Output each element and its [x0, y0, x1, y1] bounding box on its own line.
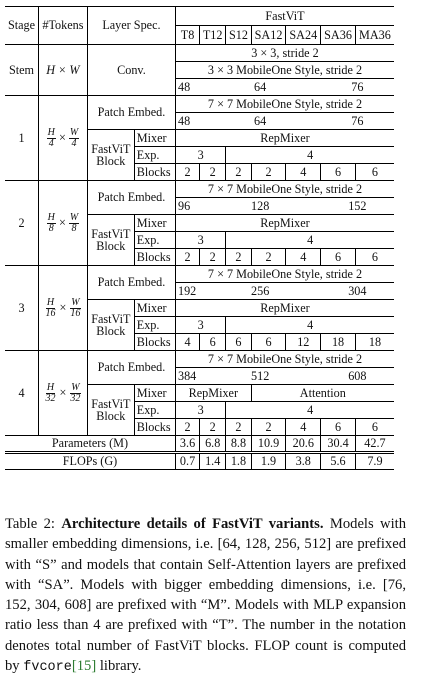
fraction-denominator: 16 — [45, 307, 56, 319]
header-variant: T8 — [175, 26, 199, 45]
patch-embed-label: Patch Embed. — [87, 181, 175, 215]
blocks-label: Blocks — [134, 249, 175, 266]
channel-value: 64 — [200, 79, 321, 96]
stem-conv1: 3 × 3, stride 2 — [251, 45, 319, 60]
channel-value: 256 — [200, 283, 321, 300]
table-row — [5, 45, 394, 62]
fraction-denominator: 8 — [71, 222, 77, 234]
stage-id: 4 — [5, 351, 38, 436]
exp-label: Exp. — [134, 317, 175, 334]
stem-layer: Conv. — [87, 45, 175, 96]
blocks-value: 6 — [355, 164, 394, 181]
channel-value: 76 — [321, 113, 394, 130]
header-variant: SA36 — [321, 26, 356, 45]
stem-conv2: 3 × 3 MobileOne Style, stride 2 — [175, 62, 394, 79]
times-sign: × — [59, 299, 67, 314]
fastvit-block-line1: FastViT — [91, 396, 131, 411]
params-value: 3.6 — [175, 436, 199, 453]
channel-value: 152 — [321, 198, 394, 215]
token-fraction — [47, 213, 56, 234]
fraction-numerator: W — [71, 296, 80, 308]
header-layer-spec: Layer Spec. — [87, 7, 175, 45]
channel-value: 512 — [200, 368, 321, 385]
fraction-numerator: H — [47, 126, 55, 138]
token-fraction — [69, 213, 79, 234]
blocks-value: 2 — [200, 419, 226, 436]
params-value: 6.8 — [200, 436, 226, 453]
blocks-value: 2 — [251, 419, 286, 436]
flops-value: 5.6 — [321, 453, 356, 470]
fraction-denominator: 4 — [71, 137, 77, 149]
architecture-table — [5, 6, 394, 470]
channel-value: 76 — [321, 79, 394, 96]
fraction-numerator: H — [47, 211, 55, 223]
fraction-numerator: H — [46, 381, 55, 393]
caption-code: fvcore — [23, 660, 72, 676]
fastvit-block-label — [87, 130, 134, 181]
table-row — [5, 351, 394, 368]
mixer-label: Mixer — [134, 385, 175, 402]
blocks-value: 6 — [226, 334, 251, 351]
embed-spec: 7 × 7 MobileOne Style, stride 2 — [207, 96, 363, 111]
header-fastvit: FastViT — [175, 7, 394, 26]
table-row — [5, 266, 394, 283]
exp-value: 3 — [175, 232, 225, 249]
blocks-value: 4 — [175, 334, 199, 351]
blocks-label: Blocks — [134, 419, 175, 436]
fraction-numerator: W — [71, 381, 80, 393]
flops-label: FLOPs (G) — [5, 453, 175, 470]
blocks-value: 2 — [175, 249, 199, 266]
channel-value: 48 — [175, 113, 199, 130]
header-variant: MA36 — [355, 26, 394, 45]
blocks-value: 6 — [251, 334, 286, 351]
header-variant: T12 — [200, 26, 226, 45]
blocks-value: 2 — [200, 249, 226, 266]
exp-value: 3 — [175, 147, 225, 164]
flops-value: 1.9 — [251, 453, 286, 470]
fraction-numerator: W — [69, 126, 79, 138]
fastvit-block-label — [87, 215, 134, 266]
caption-citation[interactable]: [15] — [71, 658, 97, 675]
times-sign: × — [58, 214, 66, 229]
fastvit-block-line1: FastViT — [91, 226, 131, 241]
blocks-value: 6 — [200, 334, 226, 351]
mixer-value: RepMixer — [175, 215, 394, 232]
mixer-value: RepMixer — [175, 300, 394, 317]
fraction-denominator: 8 — [48, 222, 54, 234]
blocks-value: 2 — [251, 249, 286, 266]
fraction-denominator: 4 — [48, 137, 54, 149]
channel-value: 64 — [200, 113, 321, 130]
blocks-value: 6 — [321, 164, 356, 181]
mixer-value: Attention — [251, 385, 394, 402]
blocks-value: 6 — [355, 419, 394, 436]
patch-embed-label: Patch Embed. — [87, 351, 175, 385]
channel-value: 192 — [175, 283, 199, 300]
token-fraction — [69, 128, 79, 149]
params-value: 42.7 — [364, 436, 386, 451]
mixer-label: Mixer — [134, 130, 175, 147]
table-row — [5, 7, 394, 26]
blocks-value: 4 — [286, 164, 321, 181]
stage-tokens — [38, 181, 87, 266]
channel-value: 384 — [175, 368, 199, 385]
table-row — [5, 96, 394, 113]
header-stage: Stage — [5, 7, 38, 45]
token-fraction — [69, 383, 81, 404]
channel-value: 128 — [200, 198, 321, 215]
patch-embed-label: Patch Embed. — [87, 266, 175, 300]
channel-value: 96 — [175, 198, 199, 215]
fastvit-block-line2: Block — [96, 409, 126, 423]
exp-label: Exp. — [134, 147, 175, 164]
stage-tokens — [38, 96, 87, 181]
blocks-value: 2 — [226, 249, 251, 266]
channel-value: 304 — [321, 283, 394, 300]
blocks-value: 18 — [321, 334, 356, 351]
exp-value: 4 — [226, 402, 394, 419]
exp-label: Exp. — [134, 402, 175, 419]
stage-tokens — [38, 351, 87, 436]
patch-embed-label: Patch Embed. — [87, 96, 175, 130]
token-fraction — [44, 298, 56, 319]
table-row — [5, 453, 394, 470]
flops-value: 3.8 — [286, 453, 321, 470]
stage-id: 1 — [5, 96, 38, 181]
exp-label: Exp. — [134, 232, 175, 249]
params-label: Parameters (M) — [5, 436, 175, 453]
blocks-value: 6 — [321, 249, 356, 266]
blocks-value: 2 — [226, 419, 251, 436]
params-value: 20.6 — [286, 436, 321, 453]
caption-body: Models with smaller embedding dimensions, i.e. [64, 128, 256, 512] are prefixed with “S” and models that contain Self-Attention layers are prefixed with “SA”. Models with bigger embedding dimensions, i.e. [76, 152, 304, 608] are prefixed with “M”. Models with MLP expansion ratio less than 4 are prefixed with “T”. The number in the notation denotes total number of FastViT blocks. FLOP count is computed by — [5, 516, 406, 675]
mixer-value: RepMixer — [175, 385, 251, 402]
stem-tokens: H × W — [38, 45, 87, 96]
exp-value: 4 — [226, 317, 394, 334]
header-tokens: #Tokens — [38, 7, 87, 45]
mixer-value: RepMixer — [175, 130, 394, 147]
blocks-value: 12 — [286, 334, 321, 351]
embed-spec: 7 × 7 MobileOne Style, stride 2 — [207, 181, 363, 196]
mixer-label: Mixer — [134, 300, 175, 317]
token-fraction — [44, 383, 56, 404]
stem-label: Stem — [5, 45, 38, 96]
channel-value: 608 — [321, 368, 394, 385]
fastvit-block-line2: Block — [96, 324, 126, 338]
blocks-value: 2 — [200, 164, 226, 181]
times-sign: × — [59, 384, 67, 399]
caption-title: Architecture details of FastViT variants. — [61, 516, 324, 532]
times-sign: × — [58, 129, 66, 144]
channel-value: 48 — [175, 79, 199, 96]
fraction-denominator: 16 — [70, 307, 81, 319]
mixer-label: Mixer — [134, 215, 175, 232]
params-value: 10.9 — [251, 436, 286, 453]
blocks-value: 2 — [175, 419, 199, 436]
table-row — [5, 181, 394, 198]
fastvit-block-label — [87, 300, 134, 351]
fraction-numerator: W — [69, 211, 79, 223]
flops-value: 0.7 — [175, 453, 199, 470]
embed-spec: 7 × 7 MobileOne Style, stride 2 — [207, 351, 363, 366]
blocks-value: 6 — [355, 249, 394, 266]
params-value: 8.8 — [226, 436, 251, 453]
blocks-value: 18 — [355, 334, 394, 351]
fastvit-block-line2: Block — [96, 154, 126, 168]
fraction-denominator: 32 — [70, 392, 81, 404]
embed-spec: 7 × 7 MobileOne Style, stride 2 — [207, 266, 363, 281]
fastvit-block-label — [87, 385, 134, 436]
stage-tokens — [38, 266, 87, 351]
token-fraction — [47, 128, 56, 149]
header-variant: SA12 — [251, 26, 286, 45]
blocks-value: 2 — [251, 164, 286, 181]
blocks-value: 4 — [286, 249, 321, 266]
stage-id: 2 — [5, 181, 38, 266]
flops-value: 1.8 — [226, 453, 251, 470]
exp-value: 3 — [175, 402, 225, 419]
blocks-value: 4 — [286, 419, 321, 436]
blocks-value: 2 — [226, 164, 251, 181]
blocks-label: Blocks — [134, 164, 175, 181]
fraction-numerator: H — [46, 296, 55, 308]
blocks-value: 2 — [175, 164, 199, 181]
flops-value: 1.4 — [200, 453, 226, 470]
header-variant: SA24 — [286, 26, 321, 45]
caption-body-end: library. — [96, 658, 142, 675]
exp-value: 4 — [226, 147, 394, 164]
caption-prefix: Table 2: — [5, 516, 62, 532]
stage-id: 3 — [5, 266, 38, 351]
fastvit-block-line2: Block — [96, 239, 126, 253]
blocks-label: Blocks — [134, 334, 175, 351]
exp-value: 3 — [175, 317, 225, 334]
fraction-denominator: 32 — [45, 392, 56, 404]
exp-value: 4 — [226, 232, 394, 249]
fastvit-block-line1: FastViT — [91, 311, 131, 326]
table-caption — [5, 514, 406, 678]
blocks-value: 6 — [321, 419, 356, 436]
fastvit-block-line1: FastViT — [91, 141, 131, 156]
table-row — [5, 436, 394, 453]
flops-value: 7.9 — [355, 453, 394, 470]
header-variant: S12 — [226, 26, 251, 45]
params-value: 30.4 — [321, 436, 356, 453]
token-fraction — [69, 298, 81, 319]
